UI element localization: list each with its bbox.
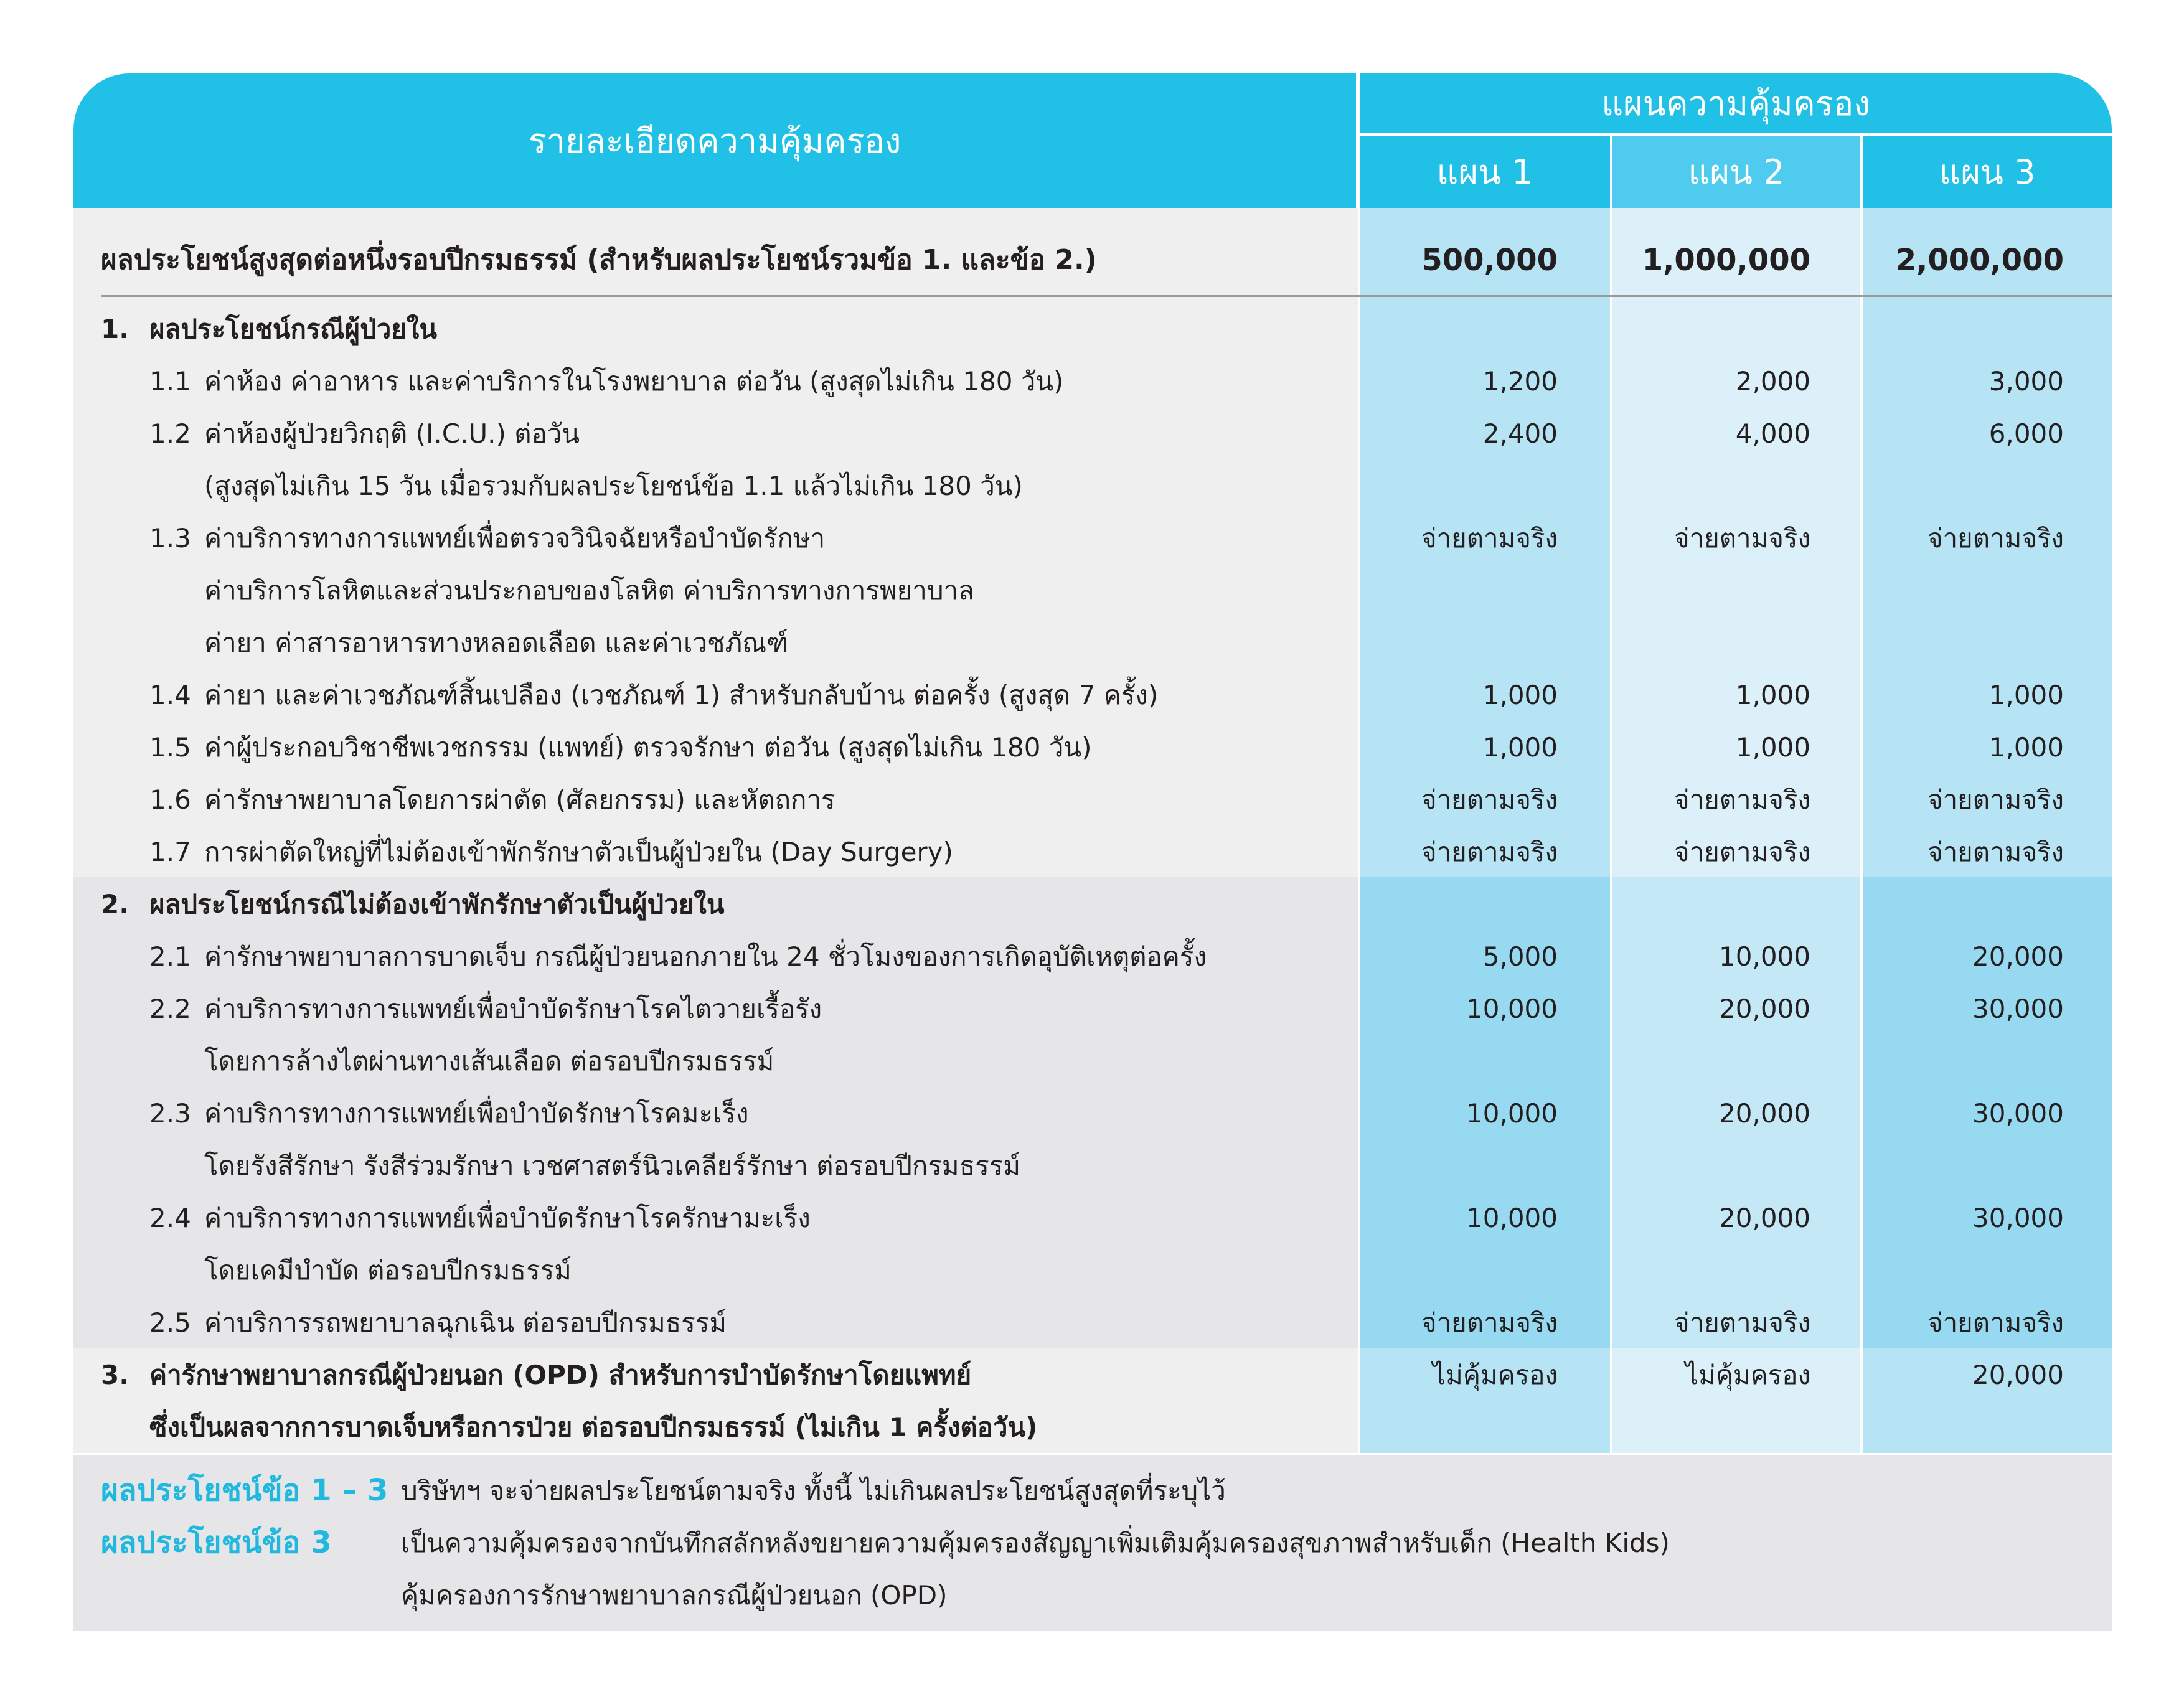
row-number: 1.3 (149, 523, 191, 553)
row-description: ค่าบริการรถพยาบาลฉุกเฉิน ต่อรอบปีกรมธรรม์ (204, 1307, 727, 1338)
section3-title: ค่ารักษาพยาบาลกรณีผู้ป่วยนอก (OPD) สำหรับการบำบัดรักษาโดยแพทย์ (149, 1360, 972, 1390)
plan-2-header: แผน 2 (1612, 136, 1860, 208)
row-number: 1.7 (149, 837, 191, 867)
max-benefit-plan1: 500,000 (1421, 243, 1558, 278)
row-value-plan2: 20,000 (1719, 1098, 1810, 1129)
row-number: 1.1 (149, 366, 191, 397)
section1-number: 1. (101, 314, 129, 344)
row-value-plan3: จ่ายตามจริง (1927, 1307, 2064, 1338)
row-value-plan3: 1,000 (1989, 732, 2064, 763)
row-description: ค่ายา และค่าเวชภัณฑ์สิ้นเปลือง (เวชภัณฑ์ 1) สำหรับกลับบ้าน ต่อครั้ง (สูงสุด 7 ครั้ง) (204, 680, 1159, 710)
row-description: ค่าบริการทางการแพทย์เพื่อตรวจวินิจฉัยหรือบำบัดรักษา (204, 523, 826, 553)
row-description-cont: ค่ายา ค่าสารอาหารทางหลอดเลือด และค่าเวชภัณฑ์ (204, 628, 788, 658)
section3-number: 3. (101, 1360, 129, 1390)
row-number: 1.4 (149, 680, 191, 710)
row-value-plan3: 30,000 (1972, 994, 2064, 1024)
row-value-plan1: 1,200 (1482, 366, 1558, 397)
coverage-detail-header: รายละเอียดความคุ้มครอง (73, 73, 1356, 208)
row-number: 2.5 (149, 1307, 191, 1338)
max-benefit-label: ผลประโยชน์สูงสุดต่อหนึ่งรอบปีกรมธรรม์ (สำหรับผลประโยชน์รวมข้อ 1. และข้อ 2.) (101, 244, 1097, 276)
row-value-plan2: 1,000 (1735, 732, 1810, 763)
section1-title: ผลประโยชน์กรณีผู้ป่วยใน (149, 314, 438, 344)
row-value-plan2: จ่ายตามจริง (1673, 837, 1810, 867)
row-value-plan3: 6,000 (1989, 418, 2064, 449)
row-value-plan2: 20,000 (1719, 994, 1810, 1024)
row-value-plan1: 1,000 (1482, 732, 1558, 763)
row-value-plan1: จ่ายตามจริง (1421, 784, 1558, 815)
row-value-plan1: 10,000 (1466, 1203, 1558, 1233)
row-description-cont: โดยเคมีบำบัด ต่อรอบปีกรมธรรม์ (204, 1255, 572, 1286)
row-value-plan3: 1,000 (1989, 680, 2064, 710)
section3-value-plan1: ไม่คุ้มครอง (1433, 1360, 1558, 1390)
row-value-plan2: 2,000 (1735, 366, 1810, 397)
row-number: 2.4 (149, 1203, 191, 1233)
section2-number: 2. (101, 889, 129, 919)
row-value-plan2: จ่ายตามจริง (1673, 523, 1810, 553)
footnote-key: ผลประโยชน์ข้อ 1 – 3 (101, 1473, 388, 1508)
row-value-plan3: จ่ายตามจริง (1927, 784, 2064, 815)
row-value-plan3: 20,000 (1972, 941, 2064, 972)
footnote-text: บริษัทฯ จะจ่ายผลประโยชน์ตามจริง ทั้งนี้ ไม่เกินผลประโยชน์สูงสุดที่ระบุไว้ (401, 1475, 1226, 1506)
row-description: ค่ารักษาพยาบาลโดยการผ่าตัด (ศัลยกรรม) และหัตถการ (204, 784, 835, 815)
row-value-plan1: 2,400 (1482, 418, 1558, 449)
footnote-key: ผลประโยชน์ข้อ 3 (101, 1525, 332, 1560)
row-description: ค่าผู้ประกอบวิชาชีพเวชกรรม (แพทย์) ตรวจรักษา ต่อวัน (สูงสุดไม่เกิน 180 วัน) (204, 732, 1092, 763)
row-description: ค่ารักษาพยาบาลการบาดเจ็บ กรณีผู้ป่วยนอกภายใน 24 ชั่วโมงของการเกิดอุบัติเหตุต่อครั้ง (204, 941, 1207, 972)
max-benefit-plan2: 1,000,000 (1642, 243, 1810, 278)
footnote-text: เป็นความคุ้มครองจากบันทึกสลักหลังขยายความคุ้มครองสัญญาเพิ่มเติมคุ้มครองสุขภาพสำหรับเด็ก (Health Kids) (401, 1528, 1670, 1558)
row-description-cont: โดยรังสีรักษา รังสีร่วมรักษา เวชศาสตร์นิวเคลียร์รักษา ต่อรอบปีกรมธรรม์ (204, 1150, 1021, 1181)
row-number: 2.1 (149, 941, 191, 972)
plan-3-header: แผน 3 (1863, 136, 2112, 208)
row-value-plan1: 1,000 (1482, 680, 1558, 710)
max-benefit-plan3: 2,000,000 (1895, 243, 2064, 278)
row-value-plan1: จ่ายตามจริง (1421, 837, 1558, 867)
row-value-plan3: 3,000 (1989, 366, 2064, 397)
row-value-plan1: 5,000 (1482, 941, 1558, 972)
row-description: การผ่าตัดใหญ่ที่ไม่ต้องเข้าพักรักษาตัวเป็นผู้ป่วยใน (Day Surgery) (204, 837, 953, 867)
row-value-plan2: จ่ายตามจริง (1673, 1307, 1810, 1338)
row-number: 1.6 (149, 784, 191, 815)
row-value-plan1: 10,000 (1466, 994, 1558, 1024)
row-description: ค่าบริการทางการแพทย์เพื่อบำบัดรักษาโรคไตวายเรื้อรัง (204, 994, 822, 1024)
row-value-plan3: จ่ายตามจริง (1927, 837, 2064, 867)
row-description-cont: ค่าบริการโลหิตและส่วนประกอบของโลหิต ค่าบริการทางการพยาบาล (204, 575, 974, 606)
row-description-cont: โดยการล้างไตผ่านทางเส้นเลือด ต่อรอบปีกรมธรรม์ (204, 1046, 774, 1076)
row-description: ค่าห้อง ค่าอาหาร และค่าบริการในโรงพยาบาล ต่อวัน (สูงสุดไม่เกิน 180 วัน) (204, 366, 1064, 397)
row-value-plan1: จ่ายตามจริง (1421, 1307, 1558, 1338)
row-number: 1.2 (149, 418, 191, 449)
max-benefit-divider (101, 295, 2112, 297)
row-value-plan2: 4,000 (1735, 418, 1810, 449)
row-value-plan3: 30,000 (1972, 1098, 2064, 1129)
row-value-plan2: จ่ายตามจริง (1673, 784, 1810, 815)
plan-1-header: แผน 1 (1360, 136, 1610, 208)
row-value-plan2: 20,000 (1719, 1203, 1810, 1233)
row-description: ค่าบริการทางการแพทย์เพื่อบำบัดรักษาโรคมะเร็ง (204, 1098, 749, 1129)
row-value-plan1: จ่ายตามจริง (1421, 523, 1558, 553)
row-value-plan1: 10,000 (1466, 1098, 1558, 1129)
row-value-plan3: จ่ายตามจริง (1927, 523, 2064, 553)
row-description: ค่าบริการทางการแพทย์เพื่อบำบัดรักษาโรครักษามะเร็ง (204, 1203, 811, 1233)
row-number: 2.3 (149, 1098, 191, 1129)
section3-value-plan2: ไม่คุ้มครอง (1685, 1360, 1810, 1390)
coverage-plans-header: แผนความคุ้มครอง (1360, 73, 2112, 133)
section3-title-cont: ซึ่งเป็นผลจากการบาดเจ็บหรือการป่วย ต่อรอบปีกรมธรรม์ (ไม่เกิน 1 ครั้งต่อวัน) (149, 1412, 1038, 1442)
row-number: 2.2 (149, 994, 191, 1024)
row-description-cont: (สูงสุดไม่เกิน 15 วัน เมื่อรวมกับผลประโยชน์ข้อ 1.1 แล้วไม่เกิน 180 วัน) (204, 471, 1023, 501)
row-description: ค่าห้องผู้ป่วยวิกฤติ (I.C.U.) ต่อวัน (204, 418, 580, 449)
section2-title: ผลประโยชน์กรณีไม่ต้องเข้าพักรักษาตัวเป็นผู้ป่วยใน (149, 889, 725, 919)
row-number: 1.5 (149, 732, 191, 763)
row-value-plan2: 10,000 (1719, 941, 1810, 972)
section3-value-plan3: 20,000 (1972, 1360, 2064, 1390)
footnote-text-cont: คุ้มครองการรักษาพยาบาลกรณีผู้ป่วยนอก (OPD) (401, 1580, 948, 1610)
row-value-plan3: 30,000 (1972, 1203, 2064, 1233)
row-value-plan2: 1,000 (1735, 680, 1810, 710)
